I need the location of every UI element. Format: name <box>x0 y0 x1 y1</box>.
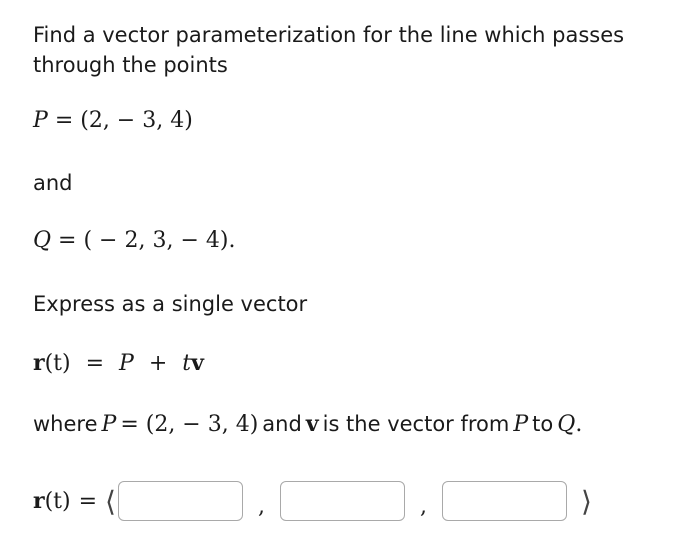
answer-equals: = <box>78 488 98 514</box>
question-prompt: Find a vector parameterization for the line which passes through the points <box>33 23 625 77</box>
point-p-equation <box>33 108 193 133</box>
formula-t: t <box>182 351 192 376</box>
answer-input-x[interactable] <box>118 481 243 521</box>
where-and: and <box>262 412 302 436</box>
answer-row <box>33 478 592 524</box>
formula-r-arg: (t) <box>44 351 71 376</box>
where-prefix: where <box>33 412 98 436</box>
where-q: Q <box>557 412 576 437</box>
answer-comma-2: , <box>419 493 427 519</box>
express-instruction: Express as a single vector <box>33 292 308 316</box>
formula-v: v <box>191 350 204 376</box>
point-q-value: = ( − 2, 3, − 4). <box>58 228 236 253</box>
point-q-equation <box>33 228 235 253</box>
where-to: to <box>532 412 554 436</box>
answer-r-arg: (t) <box>44 488 71 514</box>
open-angle-bracket: ⟨ <box>105 484 116 518</box>
point-p-value: = (2, − 3, 4) <box>54 108 193 133</box>
answer-comma-1: , <box>257 493 265 519</box>
point-p-label: P <box>33 108 48 133</box>
where-p2: P <box>513 412 529 437</box>
formula-plus: + <box>148 351 168 376</box>
answer-r: r <box>33 488 45 514</box>
point-q-label: Q <box>33 228 52 253</box>
where-end: . <box>575 412 583 437</box>
where-middle: is the vector from <box>322 412 510 436</box>
formula-r: r <box>33 350 45 376</box>
where-clause <box>33 411 582 437</box>
answer-input-z[interactable] <box>442 481 567 521</box>
where-p: P <box>101 412 117 437</box>
answer-input-y[interactable] <box>280 481 405 521</box>
and-text: and <box>33 171 73 195</box>
where-p-value: = (2, − 3, 4) <box>120 412 259 437</box>
formula-equals: = <box>85 351 105 376</box>
vector-formula <box>33 350 204 376</box>
close-angle-bracket: ⟩ <box>580 484 592 518</box>
formula-p: P <box>119 351 134 376</box>
where-v: v <box>305 411 319 437</box>
